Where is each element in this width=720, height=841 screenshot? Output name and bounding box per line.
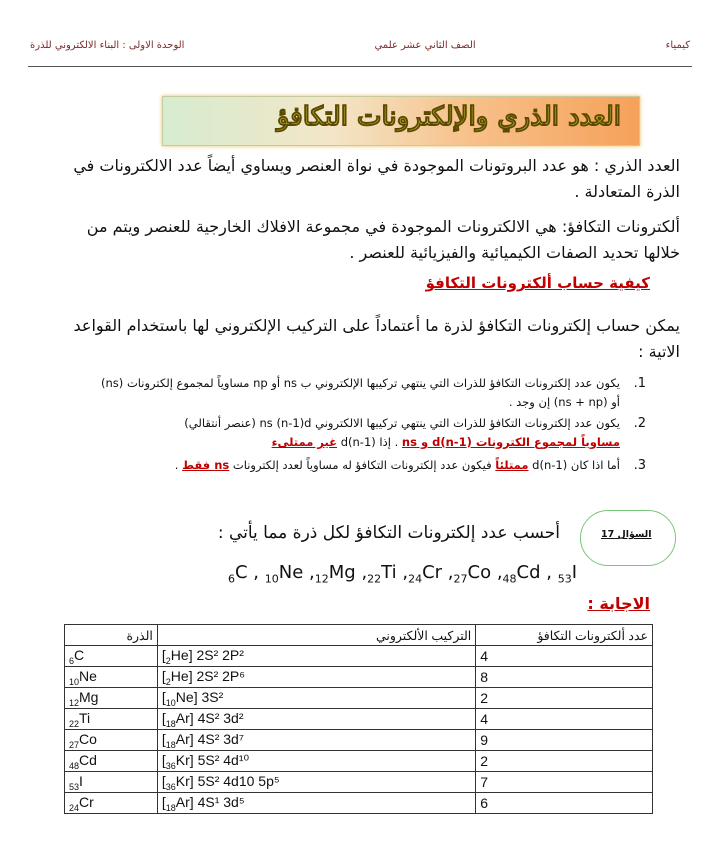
config-cell: $[_{36}Kr]$ 5S² 4d10 5p⁵ (157, 772, 475, 793)
question-text: أحسب عدد إلكترونات التكافؤ لكل ذرة مما يأتي : (217, 523, 560, 543)
atom-cell: $_{12}$Mg (65, 688, 158, 709)
valence-electrons-definition: ألكترونات التكافؤ: هي الالكترونات الموجودة في مجموعة الافلاك الخارجية للعنصر ويتم من خلالها تحديد الصفات الكيميائية والفيزيائية للعنصر . (86, 217, 680, 262)
col-header-config: التركيب الألكتروني (157, 625, 475, 646)
config-cell: $[_2He]$ 2S² 2P² (157, 646, 475, 667)
atomic-number: 24 (408, 572, 423, 586)
answer-label: الاجابة : (587, 594, 650, 613)
rule-text-cont: فيكون عدد إلكترونات التكافؤ له مساوياً لعدد إلكترونات (229, 458, 496, 472)
atomic-number-definition: العدد الذري : هو عدد البروتونات الموجودة في نواة العنصر ويساوي أيضاً عدد الالكترونات في الذرة المتعادلة . (73, 156, 680, 201)
atom-cell: $_{22}$Ti (65, 709, 158, 730)
page-title: العدد الذري والإلكترونات التكافؤ (276, 102, 621, 132)
table-row (65, 688, 653, 709)
rule-highlight-2: غير ممتلىء (271, 435, 338, 449)
question-cloud (580, 510, 676, 566)
atom-symbol: $_{24}$Cr (408, 562, 443, 586)
title-banner (162, 96, 640, 146)
section-heading-how: كيفية حساب ألكترونات التكافؤ (425, 274, 650, 292)
col-header-atom: الذرة (65, 625, 158, 646)
rule-text-end: . (174, 458, 183, 472)
valence-cell: 2 (476, 688, 653, 709)
atomic-number: 12 (314, 572, 329, 586)
config-cell: $[_{36}Kr]$ 5S² 4d¹⁰ (157, 751, 475, 772)
atom-cell: $_{24}$Cr (65, 793, 158, 814)
table-row (65, 709, 653, 730)
rule-highlight: ممتلئاً (495, 458, 529, 472)
valence-cell: 8 (476, 667, 653, 688)
config-cell: $[_{18}Ar]$ 4S² 3d⁷ (157, 730, 475, 751)
rule-highlight: مساوياً لمجموع الكترونات (n-1)d و ns (401, 435, 620, 449)
table-row (65, 793, 653, 814)
header-divider (28, 66, 692, 67)
config-cell: $[_{10}Ne]$ 3S² (157, 688, 475, 709)
valence-cell: 6 (476, 793, 653, 814)
rule-highlight-2: ns فقط (182, 458, 230, 472)
atom-symbol: $_{12}$Mg (314, 562, 356, 586)
atom-symbol: $_{22}$Ti (367, 562, 397, 586)
atoms-list: $_6$C , $_{10}$Ne $,_{12}Mg$ $,_{22}Ti$ $,_{24}Cr$ $,_{27}Co$ $,_{48}Cd$ , $_{53}$I (228, 562, 578, 586)
atom-symbol: $_{53}$I (557, 562, 578, 586)
config-cell: $[_{18}Ar]$ 4S¹ 3d⁵ (157, 793, 475, 814)
atomic-number: 6 (228, 572, 235, 586)
config-cell: $[_2He]$ 2S² 2P⁶ (157, 667, 475, 688)
table-header-row (65, 625, 653, 646)
rule-item-2 (100, 414, 646, 452)
table-row (65, 751, 653, 772)
atomic-number: 27 (453, 572, 468, 586)
rule-text-cont: . إذا (n-1)d (337, 435, 402, 449)
atom-symbol: $_{48}$Cd (502, 562, 541, 586)
atomic-number: 53 (557, 572, 572, 586)
valence-cell: 7 (476, 772, 653, 793)
rule-number: 3. (633, 458, 646, 473)
atom-cell: $_{27}$Co (65, 730, 158, 751)
page-header (30, 40, 690, 58)
config-cell: $[_{18}Ar]$ 4S² 3d² (157, 709, 475, 730)
table-row (65, 667, 653, 688)
atomic-number: 48 (502, 572, 517, 586)
atomic-number: 22 (367, 572, 382, 586)
question-label: السؤال 17 (601, 529, 652, 540)
atom-cell: $_{48}$Cd (65, 751, 158, 772)
atom-cell: $_6$C (65, 646, 158, 667)
rule-text: أما اذا كان (n-1)d (528, 458, 620, 472)
atom-cell: $_{10}$Ne (65, 667, 158, 688)
atomic-number: 10 (264, 572, 279, 586)
header-unit: الوحدة الاولى : البناء الالكتروني للذرة (30, 40, 185, 51)
table-row (65, 730, 653, 751)
rule-number: 2. (633, 416, 646, 431)
header-grade: الصف الثاني عشر علمي (374, 40, 476, 51)
valence-cell: 4 (476, 709, 653, 730)
table-row (65, 772, 653, 793)
valence-cell: 2 (476, 751, 653, 772)
valence-cell: 9 (476, 730, 653, 751)
rule-text: يكون عدد إلكترونات التكافؤ للذرات التي ينتهي تركيبها الإلكتروني ب ns أو np مساوياً لمجموع إلكترونات (ns) أو (ns + np) إن وجد . (101, 376, 620, 409)
rule-item-1 (100, 374, 646, 412)
header-subject: كيمياء (665, 40, 690, 51)
answer-table (64, 624, 653, 814)
atom-symbol: $_{10}$Ne (264, 562, 304, 586)
atom-cell: $_{53}$I (65, 772, 158, 793)
rule-item-3 (100, 456, 646, 475)
atom-symbol: $_{27}$Co (453, 562, 492, 586)
col-header-valence: عدد ألكترونات التكافؤ (476, 625, 653, 646)
rule-number: 1. (633, 376, 646, 391)
rule-text: يكون عدد إلكترونات التكافؤ للذرات التي ينتهي تركيبها الالكتروني ns (n-1)d (عنصر أنتقالي) (184, 416, 620, 430)
table-row (65, 646, 653, 667)
valence-cell: 4 (476, 646, 653, 667)
atom-symbol: $_6$C (228, 562, 248, 586)
rules-intro: يمكن حساب إلكترونات التكافؤ لذرة ما أعتماداً على التركيب الإلكتروني لها باستخدام القواعد الاتية : (73, 316, 680, 361)
